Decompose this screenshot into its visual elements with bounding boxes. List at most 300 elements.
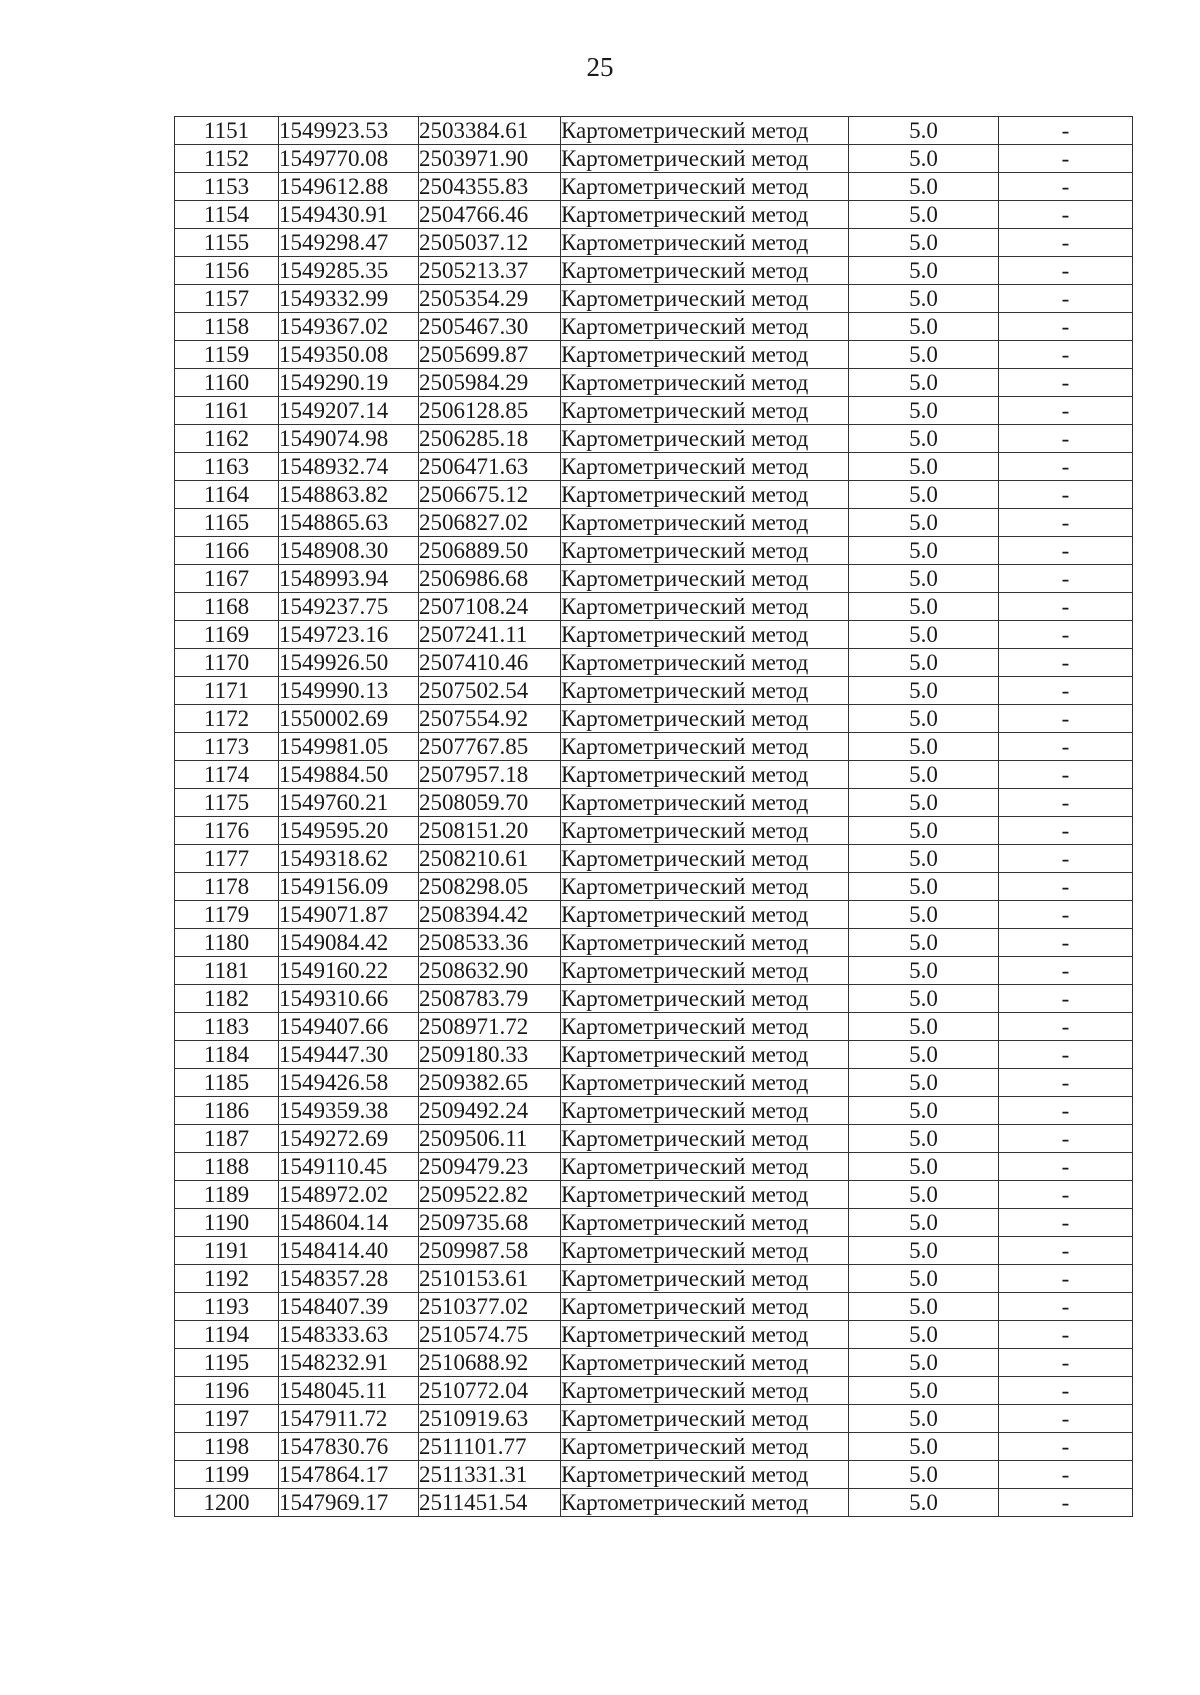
note-cell: - [999,201,1133,229]
y-coordinate-cell: 2506471.63 [419,453,561,481]
method-cell: Картометрический метод [561,593,849,621]
accuracy-cell: 5.0 [849,621,999,649]
x-coordinate-cell: 1548407.39 [279,1293,419,1321]
table-row [175,1013,1133,1041]
table-row [175,789,1133,817]
accuracy-cell: 5.0 [849,1265,999,1293]
method-cell: Картометрический метод [561,957,849,985]
point-number-cell: 1154 [175,201,279,229]
y-coordinate-cell: 2508151.20 [419,817,561,845]
table-row [175,201,1133,229]
point-number-cell: 1161 [175,397,279,425]
table-row [175,1321,1133,1349]
table-row [175,1181,1133,1209]
method-cell: Картометрический метод [561,1041,849,1069]
y-coordinate-cell: 2508210.61 [419,845,561,873]
y-coordinate-cell: 2509522.82 [419,1181,561,1209]
table-row [175,985,1133,1013]
note-cell: - [999,845,1133,873]
note-cell: - [999,1069,1133,1097]
method-cell: Картометрический метод [561,1405,849,1433]
accuracy-cell: 5.0 [849,873,999,901]
x-coordinate-cell: 1548604.14 [279,1209,419,1237]
accuracy-cell: 5.0 [849,1125,999,1153]
accuracy-cell: 5.0 [849,341,999,369]
x-coordinate-cell: 1549298.47 [279,229,419,257]
point-number-cell: 1187 [175,1125,279,1153]
note-cell: - [999,397,1133,425]
x-coordinate-cell: 1548932.74 [279,453,419,481]
table-row [175,1153,1133,1181]
table-row [175,705,1133,733]
point-number-cell: 1170 [175,649,279,677]
table-row [175,481,1133,509]
table-row [175,1293,1133,1321]
y-coordinate-cell: 2506986.68 [419,565,561,593]
point-number-cell: 1183 [175,1013,279,1041]
x-coordinate-cell: 1547911.72 [279,1405,419,1433]
y-coordinate-cell: 2506889.50 [419,537,561,565]
method-cell: Картометрический метод [561,1181,849,1209]
table-row [175,173,1133,201]
note-cell: - [999,229,1133,257]
y-coordinate-cell: 2510574.75 [419,1321,561,1349]
table-row [175,1069,1133,1097]
y-coordinate-cell: 2508783.79 [419,985,561,1013]
table-row [175,1041,1133,1069]
method-cell: Картометрический метод [561,201,849,229]
accuracy-cell: 5.0 [849,1237,999,1265]
method-cell: Картометрический метод [561,229,849,257]
x-coordinate-cell: 1549156.09 [279,873,419,901]
note-cell: - [999,817,1133,845]
point-number-cell: 1165 [175,509,279,537]
y-coordinate-cell: 2509479.23 [419,1153,561,1181]
point-number-cell: 1192 [175,1265,279,1293]
point-number-cell: 1185 [175,1069,279,1097]
accuracy-cell: 5.0 [849,1377,999,1405]
x-coordinate-cell: 1549318.62 [279,845,419,873]
point-number-cell: 1156 [175,257,279,285]
note-cell: - [999,1433,1133,1461]
point-number-cell: 1182 [175,985,279,1013]
x-coordinate-cell: 1548993.94 [279,565,419,593]
y-coordinate-cell: 2507108.24 [419,593,561,621]
x-coordinate-cell: 1549160.22 [279,957,419,985]
point-number-cell: 1198 [175,1433,279,1461]
point-number-cell: 1163 [175,453,279,481]
y-coordinate-cell: 2509492.24 [419,1097,561,1125]
note-cell: - [999,761,1133,789]
y-coordinate-cell: 2509382.65 [419,1069,561,1097]
table-row [175,817,1133,845]
point-number-cell: 1155 [175,229,279,257]
table-row [175,145,1133,173]
note-cell: - [999,733,1133,761]
method-cell: Картометрический метод [561,537,849,565]
table-row [175,257,1133,285]
x-coordinate-cell: 1549310.66 [279,985,419,1013]
method-cell: Картометрический метод [561,1461,849,1489]
method-cell: Картометрический метод [561,761,849,789]
y-coordinate-cell: 2505354.29 [419,285,561,313]
note-cell: - [999,369,1133,397]
point-number-cell: 1151 [175,117,279,145]
accuracy-cell: 5.0 [849,509,999,537]
method-cell: Картометрический метод [561,901,849,929]
x-coordinate-cell: 1548972.02 [279,1181,419,1209]
table-row [175,397,1133,425]
note-cell: - [999,705,1133,733]
note-cell: - [999,1265,1133,1293]
note-cell: - [999,1181,1133,1209]
x-coordinate-cell: 1549290.19 [279,369,419,397]
x-coordinate-cell: 1549981.05 [279,733,419,761]
y-coordinate-cell: 2508059.70 [419,789,561,817]
x-coordinate-cell: 1548414.40 [279,1237,419,1265]
y-coordinate-cell: 2510377.02 [419,1293,561,1321]
x-coordinate-cell: 1549923.53 [279,117,419,145]
y-coordinate-cell: 2509987.58 [419,1237,561,1265]
method-cell: Картометрический метод [561,1377,849,1405]
y-coordinate-cell: 2510688.92 [419,1349,561,1377]
accuracy-cell: 5.0 [849,817,999,845]
table-row [175,761,1133,789]
method-cell: Картометрический метод [561,817,849,845]
method-cell: Картометрический метод [561,789,849,817]
accuracy-cell: 5.0 [849,1321,999,1349]
note-cell: - [999,1461,1133,1489]
note-cell: - [999,1321,1133,1349]
method-cell: Картометрический метод [561,1013,849,1041]
y-coordinate-cell: 2509180.33 [419,1041,561,1069]
accuracy-cell: 5.0 [849,677,999,705]
y-coordinate-cell: 2505699.87 [419,341,561,369]
accuracy-cell: 5.0 [849,369,999,397]
accuracy-cell: 5.0 [849,285,999,313]
point-number-cell: 1169 [175,621,279,649]
y-coordinate-cell: 2506827.02 [419,509,561,537]
y-coordinate-cell: 2510919.63 [419,1405,561,1433]
note-cell: - [999,677,1133,705]
x-coordinate-cell: 1549426.58 [279,1069,419,1097]
method-cell: Картометрический метод [561,453,849,481]
point-number-cell: 1194 [175,1321,279,1349]
note-cell: - [999,145,1133,173]
x-coordinate-cell: 1549237.75 [279,593,419,621]
y-coordinate-cell: 2508298.05 [419,873,561,901]
accuracy-cell: 5.0 [849,453,999,481]
point-number-cell: 1191 [175,1237,279,1265]
accuracy-cell: 5.0 [849,397,999,425]
accuracy-cell: 5.0 [849,481,999,509]
accuracy-cell: 5.0 [849,1433,999,1461]
note-cell: - [999,1153,1133,1181]
x-coordinate-cell: 1548333.63 [279,1321,419,1349]
x-coordinate-cell: 1549207.14 [279,397,419,425]
x-coordinate-cell: 1549884.50 [279,761,419,789]
method-cell: Картометрический метод [561,173,849,201]
note-cell: - [999,285,1133,313]
accuracy-cell: 5.0 [849,117,999,145]
point-number-cell: 1176 [175,817,279,845]
note-cell: - [999,1293,1133,1321]
x-coordinate-cell: 1549723.16 [279,621,419,649]
note-cell: - [999,1041,1133,1069]
method-cell: Картометрический метод [561,1321,849,1349]
accuracy-cell: 5.0 [849,1041,999,1069]
x-coordinate-cell: 1549285.35 [279,257,419,285]
method-cell: Картометрический метод [561,1265,849,1293]
note-cell: - [999,1237,1133,1265]
accuracy-cell: 5.0 [849,1209,999,1237]
accuracy-cell: 5.0 [849,1097,999,1125]
point-number-cell: 1164 [175,481,279,509]
method-cell: Картометрический метод [561,425,849,453]
y-coordinate-cell: 2508394.42 [419,901,561,929]
table-row [175,593,1133,621]
y-coordinate-cell: 2505037.12 [419,229,561,257]
x-coordinate-cell: 1549990.13 [279,677,419,705]
method-cell: Картометрический метод [561,733,849,761]
note-cell: - [999,453,1133,481]
x-coordinate-cell: 1549770.08 [279,145,419,173]
point-number-cell: 1188 [175,1153,279,1181]
x-coordinate-cell: 1549084.42 [279,929,419,957]
x-coordinate-cell: 1548045.11 [279,1377,419,1405]
table-row [175,733,1133,761]
point-number-cell: 1175 [175,789,279,817]
y-coordinate-cell: 2507767.85 [419,733,561,761]
note-cell: - [999,593,1133,621]
accuracy-cell: 5.0 [849,201,999,229]
y-coordinate-cell: 2511331.31 [419,1461,561,1489]
method-cell: Картометрический метод [561,1349,849,1377]
table-row [175,285,1133,313]
method-cell: Картометрический метод [561,929,849,957]
accuracy-cell: 5.0 [849,1153,999,1181]
table-row [175,621,1133,649]
note-cell: - [999,1013,1133,1041]
method-cell: Картометрический метод [561,705,849,733]
table-row [175,873,1133,901]
point-number-cell: 1159 [175,341,279,369]
y-coordinate-cell: 2510153.61 [419,1265,561,1293]
table-row [175,229,1133,257]
x-coordinate-cell: 1549272.69 [279,1125,419,1153]
accuracy-cell: 5.0 [849,789,999,817]
accuracy-cell: 5.0 [849,313,999,341]
method-cell: Картометрический метод [561,1433,849,1461]
y-coordinate-cell: 2506675.12 [419,481,561,509]
method-cell: Картометрический метод [561,649,849,677]
point-number-cell: 1200 [175,1489,279,1517]
accuracy-cell: 5.0 [849,985,999,1013]
x-coordinate-cell: 1548863.82 [279,481,419,509]
accuracy-cell: 5.0 [849,1489,999,1517]
note-cell: - [999,901,1133,929]
note-cell: - [999,509,1133,537]
x-coordinate-cell: 1547864.17 [279,1461,419,1489]
table-row [175,929,1133,957]
point-number-cell: 1152 [175,145,279,173]
page-number: 25 [586,52,614,82]
table-row [175,425,1133,453]
accuracy-cell: 5.0 [849,1181,999,1209]
point-number-cell: 1190 [175,1209,279,1237]
y-coordinate-cell: 2507410.46 [419,649,561,677]
note-cell: - [999,1125,1133,1153]
table-row [175,1125,1133,1153]
y-coordinate-cell: 2504355.83 [419,173,561,201]
table-row [175,957,1133,985]
y-coordinate-cell: 2506285.18 [419,425,561,453]
method-cell: Картометрический метод [561,621,849,649]
note-cell: - [999,481,1133,509]
accuracy-cell: 5.0 [849,929,999,957]
y-coordinate-cell: 2505467.30 [419,313,561,341]
table-body [175,117,1133,1517]
accuracy-cell: 5.0 [849,1349,999,1377]
method-cell: Картометрический метод [561,285,849,313]
point-number-cell: 1179 [175,901,279,929]
x-coordinate-cell: 1549612.88 [279,173,419,201]
accuracy-cell: 5.0 [849,761,999,789]
note-cell: - [999,789,1133,817]
accuracy-cell: 5.0 [849,845,999,873]
accuracy-cell: 5.0 [849,901,999,929]
accuracy-cell: 5.0 [849,1405,999,1433]
x-coordinate-cell: 1549332.99 [279,285,419,313]
x-coordinate-cell: 1548357.28 [279,1265,419,1293]
accuracy-cell: 5.0 [849,593,999,621]
accuracy-cell: 5.0 [849,537,999,565]
table-row [175,1405,1133,1433]
x-coordinate-cell: 1550002.69 [279,705,419,733]
table-row [175,453,1133,481]
y-coordinate-cell: 2504766.46 [419,201,561,229]
table-row [175,341,1133,369]
accuracy-cell: 5.0 [849,1013,999,1041]
y-coordinate-cell: 2507241.11 [419,621,561,649]
accuracy-cell: 5.0 [849,733,999,761]
accuracy-cell: 5.0 [849,1069,999,1097]
point-number-cell: 1196 [175,1377,279,1405]
point-number-cell: 1160 [175,369,279,397]
note-cell: - [999,929,1133,957]
method-cell: Картометрический метод [561,1489,849,1517]
method-cell: Картометрический метод [561,509,849,537]
table-row [175,1097,1133,1125]
method-cell: Картометрический метод [561,117,849,145]
point-number-cell: 1195 [175,1349,279,1377]
table-row [175,1237,1133,1265]
method-cell: Картометрический метод [561,873,849,901]
accuracy-cell: 5.0 [849,565,999,593]
point-number-cell: 1157 [175,285,279,313]
point-number-cell: 1166 [175,537,279,565]
y-coordinate-cell: 2510772.04 [419,1377,561,1405]
table-row [175,677,1133,705]
table-row [175,649,1133,677]
x-coordinate-cell: 1549110.45 [279,1153,419,1181]
point-number-cell: 1199 [175,1461,279,1489]
method-cell: Картометрический метод [561,145,849,173]
point-number-cell: 1178 [175,873,279,901]
note-cell: - [999,257,1133,285]
point-number-cell: 1158 [175,313,279,341]
method-cell: Картометрический метод [561,1293,849,1321]
y-coordinate-cell: 2503971.90 [419,145,561,173]
point-number-cell: 1189 [175,1181,279,1209]
x-coordinate-cell: 1548908.30 [279,537,419,565]
y-coordinate-cell: 2506128.85 [419,397,561,425]
note-cell: - [999,621,1133,649]
y-coordinate-cell: 2503384.61 [419,117,561,145]
accuracy-cell: 5.0 [849,1293,999,1321]
y-coordinate-cell: 2511451.54 [419,1489,561,1517]
note-cell: - [999,341,1133,369]
x-coordinate-cell: 1549350.08 [279,341,419,369]
y-coordinate-cell: 2507554.92 [419,705,561,733]
method-cell: Картометрический метод [561,1097,849,1125]
method-cell: Картометрический метод [561,369,849,397]
y-coordinate-cell: 2509735.68 [419,1209,561,1237]
note-cell: - [999,957,1133,985]
note-cell: - [999,173,1133,201]
method-cell: Картометрический метод [561,1153,849,1181]
y-coordinate-cell: 2505213.37 [419,257,561,285]
method-cell: Картометрический метод [561,1069,849,1097]
method-cell: Картометрический метод [561,341,849,369]
point-number-cell: 1172 [175,705,279,733]
accuracy-cell: 5.0 [849,145,999,173]
table-row [175,565,1133,593]
method-cell: Картометрический метод [561,985,849,1013]
x-coordinate-cell: 1549760.21 [279,789,419,817]
method-cell: Картометрический метод [561,397,849,425]
note-cell: - [999,1097,1133,1125]
x-coordinate-cell: 1549074.98 [279,425,419,453]
accuracy-cell: 5.0 [849,229,999,257]
table-row [175,1265,1133,1293]
x-coordinate-cell: 1549367.02 [279,313,419,341]
method-cell: Картометрический метод [561,677,849,705]
table-row [175,509,1133,537]
method-cell: Картометрический метод [561,313,849,341]
y-coordinate-cell: 2507502.54 [419,677,561,705]
accuracy-cell: 5.0 [849,957,999,985]
x-coordinate-cell: 1549407.66 [279,1013,419,1041]
point-number-cell: 1181 [175,957,279,985]
y-coordinate-cell: 2507957.18 [419,761,561,789]
note-cell: - [999,1377,1133,1405]
note-cell: - [999,117,1133,145]
method-cell: Картометрический метод [561,1237,849,1265]
note-cell: - [999,1489,1133,1517]
accuracy-cell: 5.0 [849,425,999,453]
accuracy-cell: 5.0 [849,705,999,733]
coordinates-table [174,116,1133,1517]
point-number-cell: 1173 [175,733,279,761]
table-row [175,1349,1133,1377]
note-cell: - [999,1209,1133,1237]
point-number-cell: 1184 [175,1041,279,1069]
note-cell: - [999,1405,1133,1433]
point-number-cell: 1197 [175,1405,279,1433]
x-coordinate-cell: 1547830.76 [279,1433,419,1461]
table-row [175,901,1133,929]
